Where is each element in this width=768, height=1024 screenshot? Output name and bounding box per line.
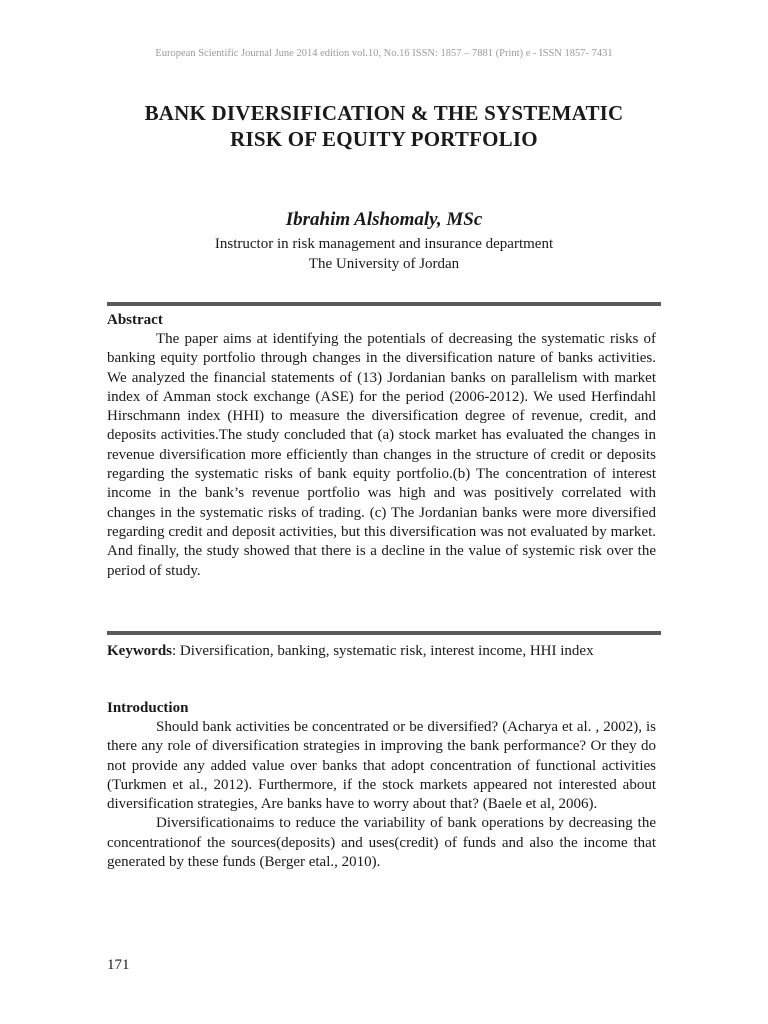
keywords-label: Keywords — [107, 643, 172, 659]
introduction-paragraph-1: Should bank activities be concentrated or be diversified? (Acharya et al. , 2002), is there any role of diversification strategies in improving the bank performance? Or they do not provide any added value over banks that adopt concentration of functional activities (Turkmen et al., 2012). Furthermore, if the stock markets appeared not interested about diversification strategies, Are banks have to worry about that? (Baele et al, 2006). — [107, 719, 656, 813]
introduction-section — [107, 718, 656, 872]
keywords-section — [107, 642, 656, 661]
paper-title — [60, 100, 708, 152]
page-number: 171 — [107, 957, 130, 973]
abstract-section — [107, 330, 656, 581]
divider-top — [107, 302, 661, 306]
abstract-text: The paper aims at identifying the potentials of decreasing the systematic risks of banking equity portfolio through changes in the diversification nature of banks activities. We analyzed the financial statements of (13) Jordanian banks on parallelism with market index of Amman stock exchange (ASE) for the period (2006-2012). We used Herfindahl Hirschmann index (HHI) to measure the diversification degree of revenue, credit, and deposits activities.The study concluded that (a) stock market has evaluated the changes in revenue diversification more efficiently than changes in the structure of credit or deposits regarding the systematic risks of bank equity portfolio.(b) The concentration of interest income in the bank’s revenue portfolio was high and was positively correlated with changes in the systematic risks of trading. (c) The Jordanian banks were more diversified regarding credit and deposit activities, but this diversification was not evaluated by market. And finally, the study showed that there is a decline in the value of systemic risk over the period of study. — [107, 331, 656, 579]
keywords-text: : Diversification, banking, systematic risk, interest income, HHI index — [172, 643, 594, 659]
divider-bottom — [107, 631, 661, 635]
introduction-heading: Introduction — [107, 700, 189, 716]
author-affiliation-university: The University of Jordan — [308, 256, 460, 272]
title-line-1: BANK DIVERSIFICATION & THE SYSTEMATIC — [144, 101, 624, 125]
running-header: European Scientific Journal June 2014 edition vol.10, No.16 ISSN: 1857 – 7881 (Print) e - ISSN 1857- 7431 — [155, 48, 613, 59]
abstract-heading: Abstract — [107, 312, 163, 328]
title-line-2: RISK OF EQUITY PORTFOLIO — [230, 127, 538, 151]
author-affiliation-department: Instructor in risk management and insurance department — [214, 236, 554, 252]
introduction-paragraph-2: Diversificationaims to reduce the variability of bank operations by decreasing the concentrationof the sources(deposits) and uses(credit) of funds and also the income that generated by these funds (Berger etal., 2010). — [107, 815, 656, 871]
author-name: Ibrahim Alshomaly, MSc — [285, 209, 483, 230]
